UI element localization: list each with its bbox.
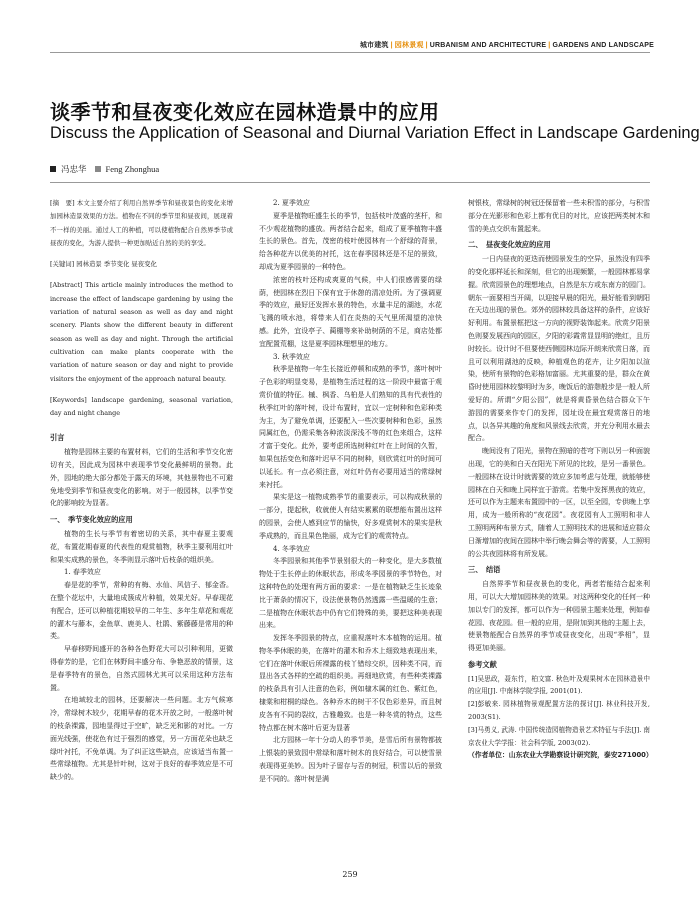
body-paragraph: 夏季是植物旺盛生长的季节，包括枝叶茂盛的茎杆，和不少观花植物的盛放。两者结合起来，组成了夏季植物丰盛生长的景色。首先，茂密的枝叶使园林有一个舒绿的背景，给各种花卉以优美的衬托，这在春季园林还是不足的景致，却成为夏季园景的一种特色。: [259, 211, 442, 271]
header-cn-urbanism: 城市建筑: [359, 42, 389, 49]
column-3: [468, 197, 653, 762]
body-paragraph: 发挥冬季园景的特点，应重视落叶木本植物的运用。植物冬季休眠的美，在落叶的灌木和乔木上细致地表现出来，它们在落叶休眠后所裸露的枝丫错综交织，因种类不同，而显出各式各样的空疏的组织美。再细地欣赏，有些种类裸露的枝条具有引人注意的色彩，例如棣木属的红色、紫红色，棣棠和柑桐的绿色。各种乔木的树干不仅色彩差异，而且树皮各有不同的裂纹，古雅趣致。也是一种冬赏的特点，这些特点都在树木落叶后更为显著: [259, 634, 442, 732]
body-paragraph: 在地域较北的园林，还要解决一些问题。北方气候寒冷，常绿树木较少，花期早春的花木开放之时，一般落叶树的枝条裸露，园地显得过于空旷，缺乏光和影的对比。一方面光线强，使花色有过于强烈的感觉，另一方面花朵也缺乏绿叶衬托，不免单调。为了纠正这些缺点，应该适当布置一些常绿植物。尤其是针叶树，这对于良好的春季效应是不可缺少的。: [50, 696, 233, 782]
section-heading: 一、 季节变化效应的应用: [50, 515, 133, 525]
body-paragraph: 早春移野间盛开的各种各色野花大可以引种利用，更微得春芳的是，它们在林野间丰盛分布、争艳恶放的情景，这是春季特有的景色，自然式园林尤其可以采用这种方法布置。: [50, 645, 233, 692]
running-header: [360, 40, 654, 50]
reference-item: [1]吴思政，聂东竹，柏文富. 秋色叶及观果树木在园林造景中的应用[J]. 中南林学院学报, 2001(01).: [468, 674, 650, 696]
author-marker-icon: [95, 166, 101, 172]
header-en-urbanism: URBANISM AND ARCHITECTURE: [429, 42, 547, 49]
header-cn-gardens: 园林景观: [394, 42, 424, 49]
body-paragraph: 植物是园林主要的布置材料，它们的生活和季节交化密切有关，因此成为园林中表现季节变化最鲜明的景物。此外，园地的绝大部分都处于露天的环境，其他景物也不可避免地受到季节和昼夜变化的影响。对于一般园林，以季节变化的影响较为显著。: [50, 448, 233, 508]
spacer: [50, 250, 233, 258]
header-rule: [50, 52, 650, 53]
section-heading: 引言: [50, 433, 65, 443]
column-1: [50, 197, 233, 784]
body-paragraph: 浓密的枝叶还构成爽夏的气候，中人们很感需要的绿荫，使园林在烈日下保有宜于休憩的清凉处所。为了强调夏季的效应，最好还发挥水景的特色，水量丰足的湖池，水花飞溅的喷水池，将带来人们在炎热的天气里所渴望的凉快感。此外，宜设亭子、蔺棚等来补助树荫的不足，商店处都宜配置荒棚，这是夏季园林理想里的地方。: [259, 275, 442, 348]
body-paragraph: 一日内昼夜的更迭而使园景发生的空异，虽然没有四季的变化那样延长和深刻，但它的出现频繁，一般园林都易掌握。欣赏园景色的理想地点，自然是东方或东南方的园门。朝东一面要相当开阔，以迎接早晨的阳光，最好能看到朝阳在天边出现的景色。郊外的园林较具备这样的条件，应该好好利用。布置景框把这一方向的视野装饰起来。欣赏夕阳景色则要发展西向的园区，夕阳的彩霞常显显明的绝红，且历时较长。设计时不但要使西侧园林边际开朗来欣赏日落，而且可以利用湖池的反映，种植观色的花卉，让夕阳加以渲染，使所有景物的色彩格加富丽。尤其重要的是，群众在黄昏时使用园林较黎明时为多，晚饭后的游憩般步是一般人所爱好的。所谓“夕阳公园”，就是将黄昏景色结合群众下午游园的需要来作专门的发挥，园址设在最宜观赏落日的地点，以各异其趣的角度和风景线去欣赏，并充分利用水最去配合。: [468, 255, 650, 443]
abstract-block: [Keywords] landscape gardening, seasonal variation, day and night change: [50, 395, 233, 418]
author-affiliation: （作者单位：山东农业大学勘察设计研究院，泰安271000）: [468, 751, 653, 760]
section-heading: 二、 昼夜变化效应的应用: [468, 240, 551, 250]
spacer: [50, 271, 233, 279]
author-line: [50, 163, 159, 175]
author-marker-icon: [50, 166, 56, 172]
body-paragraph: 植物的生长与季节有着密切的关系，其中春夏主要观花，布置花期春夏的代表性的观赏植物，秋季主要利用红叶和果实成熟的景色，冬季则显示落叶后枝条的组织美。: [50, 530, 233, 564]
abstract-block: [摘 要] 本文主要介绍了利用自然界季节和昼夜景色的变化来增加园林造景效果的方法。植物在不同的季节里和昼夜间，展现着不一样的美丽。通过人工的种植，可以使植物配合自然界季节或昼夜的变化，为游人提供一种更加贴近自然的美的享受。: [50, 199, 233, 247]
article-title-cn: 谈季节和昼夜变化效应在园林造景中的应用: [50, 100, 440, 124]
subsection-heading: 3. 秋季效应: [273, 352, 310, 361]
header-en-gardens: GARDENS AND LANDSCAPE: [552, 42, 654, 49]
subsection-heading: 4. 冬季效应: [273, 544, 310, 553]
section-heading: 参考文献: [468, 659, 497, 669]
body-paragraph: 晚间没有了阳光，景物在照暗的苍穹下则以另一种面貌出现，它的美和白天在阳光下所见的比较，是另一番景色。一般园林在设计时就需要的效应多加考虑与处理，就能够使园林在白天和晚上同样宜于游赏。若集中发挥黑夜的效应，还可以作为主题来布置园中的一区，以至全园，专供晚上享用，成为一般所称的“夜花园”。夜花园有人工照明和非人工照明两种布景方式，随着人工照明技术的进展和适应群众日渐增加的夜间在园林中举行晚会舞会等的需要，人工照明的公共夜园林将有所发展。: [468, 447, 650, 558]
spacer: [50, 420, 233, 428]
section-heading: 三、 结语: [468, 565, 501, 575]
body-paragraph: 春是花的季节，常种的有梅、水仙、风信子、郁金香。在整个花坛中，大量地成簇成片种植，效果尤好。早春现花有配合，还可以种植花期较早的二年生、多年生草花和观花的灌木与藤本，金鱼草、鹿美人、杜鹃、紫藤藤是常用的种类。: [50, 581, 233, 641]
body-paragraph: 北方园林一年十分动人的季节美，是雪后所有景物都披上银装的景致园中常绿和落叶树木的良好结合，可以使雪景表现得更美妙。因为叶子留存与否的树冠，积雪以后的景致是不同的。落叶树是满: [259, 736, 442, 783]
subsection-heading: 2. 夏季效应: [273, 199, 310, 207]
author-en: Feng Zhonghua: [105, 164, 160, 174]
header-separator: |: [390, 42, 393, 49]
page-number: 259: [342, 870, 358, 879]
header-separator: |: [425, 42, 428, 49]
author-cn: 冯忠华: [61, 164, 87, 174]
abstract-block: [Abstract] This article mainly introduces the method to increase the effect of landscape gardening by using the variation of natural season as well as day and night scenery. Plants show the different beauty in different season as well as day and night. Through the artificial cultivation can make plants cooperate with the variation of nature season or day and night to provide visitors the enjoyment of the approach natural beauty.: [50, 281, 233, 383]
article-title-en: Discuss the Application of Seasonal and Diurnal Variation Effect in Landscape Gardening: [50, 124, 700, 142]
body-paragraph: 冬季园景和其他季节景别很大的一种变化，是大多数植物处于生长停止的休眠状态，形成冬季园景的季节特色，对这种特色的处理有两方面的要求：一是在植物缺乏生长迹象比于萧条的情况下，设法使景物仍然透露一些温暖的生意；二是植物在休眠状态中仍有它们特殊的美，要把这种美表现出来。: [259, 557, 442, 630]
reference-item: [3]马勇义, 武涛. 中国传统造园植物造景艺术特征与手法[J]. 南京农业大学学报：社会科学版, 2003(02).: [468, 725, 650, 747]
body-paragraph: 秋季是植物一年生长接近停顿和成熟的季节，落叶树叶子色彩的明显变易，是植物生活过程的这一阶段中最富于观赏价值的特征。槭、枫香、乌桕是人们熟知的具有代表性的秋季红叶的落叶树，设计布置时，宜以一定树种和色彩种类为主，为了避免单调，还要配入一些次要树种和色彩，虽然同属红色，仍需采集各种浓淡深浅不等的红色来组合，这样才富于变化。此外，要考虑所选树种红叶在上时间的久暂，如果包括变色和落叶迟早不同的树种，则欣赏红叶的时间可以延长。有一点必须注意，对红叶仍有必要用适当的常绿树来衬托。: [259, 365, 442, 489]
author-rule: [50, 182, 650, 183]
spacer: [50, 386, 233, 394]
reference-item: [2]彭敏来. 园林植物景观配置方法的探讨[J]. 林业科技开发, 2003(S1).: [468, 700, 650, 722]
subsection-heading: 1. 春季效应: [64, 568, 101, 577]
column-2: [259, 197, 442, 786]
abstract-block: [关键词] 园林造景 季节变化 昼夜变化: [50, 260, 157, 269]
header-separator: |: [548, 42, 551, 49]
body-paragraph: 树银枝，常绿树的树冠还保留着一些未积雪的部分，与积雪部分在光影形和色彩上都有优目的对比，应该把两类树木和雪的美点交织布置起来。: [468, 199, 650, 233]
body-paragraph: 果实是这一植物成熟季节的重要表示，可以构成秋景的一部分，提起秋，收就使人有结实累累的联想能布置出这样的园景，会使人感到应节的愉快，好多观赏树木的果实是秋季成熟的，而且果色艳丽，成为它们的观赏特点。: [259, 493, 442, 540]
body-paragraph: 自然界季节和昼夜景色的变化，两者若能结合起来利用，可以大大增加园林美的效果。对这两种变化的任何一种加以专门的发挥，都可以作为一种园景主题来处理，例如春花园、夜花园。但一般的应用，是附加到其他的主题上去，使景物能配合自然界的季节或昼夜变化，出现“季相”，显得更加美丽。: [468, 580, 650, 653]
